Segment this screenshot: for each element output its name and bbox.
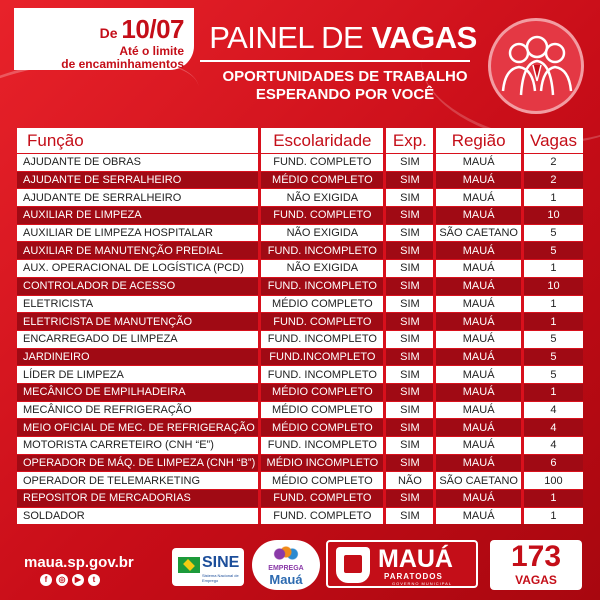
- cell-regiao: MAUÁ: [436, 171, 524, 189]
- table-row: [17, 436, 583, 454]
- cell-exp: NÃO: [386, 471, 436, 489]
- cell-vagas: 5: [524, 330, 583, 348]
- cell-exp: SIM: [386, 383, 436, 401]
- cell-funcao: AJUDANTE DE OBRAS: [17, 153, 261, 171]
- table-row: [17, 348, 583, 366]
- cell-vagas: 10: [524, 206, 583, 224]
- cell-escolaridade: FUND. INCOMPLETO: [261, 365, 386, 383]
- cell-exp: SIM: [386, 330, 436, 348]
- brazil-flag-icon: [178, 557, 200, 573]
- cell-vagas: 2: [524, 153, 583, 171]
- table-row: [17, 153, 583, 171]
- limit-line-1: Até o limite: [119, 44, 184, 58]
- cell-funcao: MEIO OFICIAL DE MEC. DE REFRIGERAÇÃO: [17, 418, 261, 436]
- cell-funcao: LÍDER DE LIMPEZA: [17, 365, 261, 383]
- table-row: [17, 241, 583, 259]
- emprega-maua-logo: [252, 540, 320, 590]
- city-name: MAUÁ: [378, 545, 453, 573]
- cell-escolaridade: MÉDIO COMPLETO: [261, 383, 386, 401]
- cell-regiao: MAUÁ: [436, 454, 524, 472]
- emprega-line-1: EMPREGA: [268, 565, 304, 572]
- cell-exp: SIM: [386, 507, 436, 525]
- cell-exp: SIM: [386, 224, 436, 242]
- table-row: [17, 383, 583, 401]
- cell-regiao: SÃO CAETANO: [436, 224, 524, 242]
- cell-exp: SIM: [386, 259, 436, 277]
- cell-regiao: MAUÁ: [436, 401, 524, 419]
- cell-exp: SIM: [386, 401, 436, 419]
- cell-funcao: AUXILIAR DE MANUTENÇÃO PREDIAL: [17, 241, 261, 259]
- cell-escolaridade: FUND. COMPLETO: [261, 507, 386, 525]
- cell-escolaridade: NÃO EXIGIDA: [261, 224, 386, 242]
- cell-exp: SIM: [386, 295, 436, 313]
- table-row: [17, 259, 583, 277]
- page-title: [198, 20, 488, 56]
- table-row: [17, 330, 583, 348]
- cell-funcao: AJUDANTE DE SERRALHEIRO: [17, 188, 261, 206]
- cell-regiao: MAUÁ: [436, 489, 524, 507]
- city-gov-label: GOVERNO MUNICIPAL: [392, 581, 453, 586]
- emprega-line-2: Mauá: [269, 572, 303, 587]
- cell-regiao: MAUÁ: [436, 295, 524, 313]
- cell-vagas: 4: [524, 401, 583, 419]
- people-dots-icon: [270, 544, 302, 564]
- cell-funcao: ELETRICISTA DE MANUTENÇÃO: [17, 312, 261, 330]
- maua-government-logo: [326, 540, 478, 588]
- cell-escolaridade: MÉDIO COMPLETO: [261, 418, 386, 436]
- cell-exp: SIM: [386, 241, 436, 259]
- cell-vagas: 6: [524, 454, 583, 472]
- total-vacancies-badge: [490, 540, 582, 590]
- total-vacancies-count: 173: [510, 540, 562, 573]
- cell-escolaridade: NÃO EXIGIDA: [261, 259, 386, 277]
- cell-vagas: 4: [524, 436, 583, 454]
- cell-regiao: MAUÁ: [436, 383, 524, 401]
- cell-funcao: CONTROLADOR DE ACESSO: [17, 277, 261, 295]
- title-divider: [200, 60, 470, 62]
- table-row: [17, 489, 583, 507]
- date-card: [14, 8, 194, 70]
- cell-funcao: ELETRICISTA: [17, 295, 261, 313]
- cell-vagas: 1: [524, 295, 583, 313]
- cell-escolaridade: FUND. INCOMPLETO: [261, 241, 386, 259]
- table-row: [17, 277, 583, 295]
- cell-vagas: 1: [524, 383, 583, 401]
- cell-regiao: MAUÁ: [436, 153, 524, 171]
- date-value: 10/07: [121, 14, 184, 44]
- sine-subtext: Sistema Nacional de Emprego: [202, 573, 239, 583]
- cell-vagas: 1: [524, 507, 583, 525]
- table-row: [17, 224, 583, 242]
- cell-exp: SIM: [386, 454, 436, 472]
- table-body: [17, 153, 583, 524]
- facebook-icon[interactable]: f: [40, 574, 52, 586]
- table-row: [17, 418, 583, 436]
- table-row: [17, 507, 583, 525]
- sine-text: SINE: [202, 554, 240, 571]
- cell-funcao: JARDINEIRO: [17, 348, 261, 366]
- cell-regiao: SÃO CAETANO: [436, 471, 524, 489]
- cell-regiao: MAUÁ: [436, 206, 524, 224]
- cell-escolaridade: MÉDIO COMPLETO: [261, 401, 386, 419]
- cell-funcao: MECÂNICO DE EMPILHADEIRA: [17, 383, 261, 401]
- cell-escolaridade: FUND. COMPLETO: [261, 153, 386, 171]
- people-icon: [491, 21, 581, 111]
- instagram-icon[interactable]: ◎: [56, 574, 68, 586]
- cell-vagas: 1: [524, 259, 583, 277]
- cell-regiao: MAUÁ: [436, 188, 524, 206]
- table-header-row: [17, 128, 583, 153]
- header-funcao: Função: [17, 128, 261, 153]
- cell-exp: SIM: [386, 188, 436, 206]
- cell-vagas: 4: [524, 418, 583, 436]
- cell-escolaridade: FUND. COMPLETO: [261, 206, 386, 224]
- cell-escolaridade: FUND. INCOMPLETO: [261, 436, 386, 454]
- table-row: [17, 206, 583, 224]
- cell-exp: SIM: [386, 418, 436, 436]
- cell-vagas: 1: [524, 489, 583, 507]
- cell-escolaridade: MÉDIO COMPLETO: [261, 471, 386, 489]
- title-bold: VAGAS: [371, 20, 477, 55]
- cell-vagas: 100: [524, 471, 583, 489]
- table-row: [17, 365, 583, 383]
- cell-funcao: SOLDADOR: [17, 507, 261, 525]
- cell-regiao: MAUÁ: [436, 259, 524, 277]
- cell-funcao: ENCARREGADO DE LIMPEZA: [17, 330, 261, 348]
- cell-exp: SIM: [386, 312, 436, 330]
- cell-escolaridade: FUND. COMPLETO: [261, 489, 386, 507]
- cell-exp: SIM: [386, 153, 436, 171]
- cell-exp: SIM: [386, 277, 436, 295]
- cell-escolaridade: FUND. INCOMPLETO: [261, 330, 386, 348]
- cell-regiao: MAUÁ: [436, 312, 524, 330]
- people-illustration-icon: [488, 18, 584, 114]
- cell-funcao: OPERADOR DE TELEMARKETING: [17, 471, 261, 489]
- cell-escolaridade: FUND. COMPLETO: [261, 312, 386, 330]
- cell-exp: SIM: [386, 436, 436, 454]
- table-row: [17, 454, 583, 472]
- header-regiao: Região: [436, 128, 524, 153]
- social-icons: [40, 574, 100, 586]
- cell-funcao: AJUDANTE DE SERRALHEIRO: [17, 171, 261, 189]
- table-row: [17, 188, 583, 206]
- twitter-icon[interactable]: t: [88, 574, 100, 586]
- cell-regiao: MAUÁ: [436, 330, 524, 348]
- sine-logo: [172, 548, 244, 586]
- cell-funcao: REPOSITOR DE MERCADORIAS: [17, 489, 261, 507]
- cell-escolaridade: MÉDIO INCOMPLETO: [261, 454, 386, 472]
- cell-funcao: OPERADOR DE MÁQ. DE LIMPEZA (CNH “B”): [17, 454, 261, 472]
- date-line: [14, 14, 184, 45]
- website-url[interactable]: maua.sp.gov.br: [24, 554, 134, 571]
- table-row: [17, 171, 583, 189]
- table-row: [17, 401, 583, 419]
- table-row: [17, 295, 583, 313]
- cell-funcao: AUX. OPERACIONAL DE LOGÍSTICA (PCD): [17, 259, 261, 277]
- cell-regiao: MAUÁ: [436, 365, 524, 383]
- cell-vagas: 10: [524, 277, 583, 295]
- subtitle: [200, 68, 490, 104]
- total-vacancies-label: VAGAS: [515, 573, 557, 587]
- cell-escolaridade: MÉDIO COMPLETO: [261, 171, 386, 189]
- cell-vagas: 2: [524, 171, 583, 189]
- header-escolaridade: Escolaridade: [261, 128, 386, 153]
- header-exp: Exp.: [386, 128, 436, 153]
- cell-funcao: AUXILIAR DE LIMPEZA: [17, 206, 261, 224]
- table-row: [17, 312, 583, 330]
- cell-regiao: MAUÁ: [436, 348, 524, 366]
- cell-exp: SIM: [386, 489, 436, 507]
- subtitle-line-1: OPORTUNIDADES DE TRABALHO: [222, 68, 468, 85]
- cell-funcao: AUXILIAR DE LIMPEZA HOSPITALAR: [17, 224, 261, 242]
- cell-vagas: 5: [524, 224, 583, 242]
- cell-escolaridade: MÉDIO COMPLETO: [261, 295, 386, 313]
- cell-escolaridade: FUND. INCOMPLETO: [261, 277, 386, 295]
- cell-vagas: 1: [524, 188, 583, 206]
- limit-line-2: de encaminhamentos: [61, 57, 184, 71]
- city-tagline: PARATODOS: [384, 572, 443, 581]
- jobs-table: [17, 128, 583, 524]
- city-crest-icon: [336, 547, 370, 583]
- cell-regiao: MAUÁ: [436, 241, 524, 259]
- cell-escolaridade: FUND.INCOMPLETO: [261, 348, 386, 366]
- date-prefix: De: [99, 25, 118, 41]
- header-vagas: Vagas: [524, 128, 583, 153]
- cell-regiao: MAUÁ: [436, 418, 524, 436]
- cell-vagas: 5: [524, 241, 583, 259]
- cell-exp: SIM: [386, 365, 436, 383]
- table-row: [17, 471, 583, 489]
- title-light: PAINEL DE: [209, 20, 364, 55]
- cell-vagas: 1: [524, 312, 583, 330]
- cell-exp: SIM: [386, 348, 436, 366]
- cell-exp: SIM: [386, 171, 436, 189]
- cell-exp: SIM: [386, 206, 436, 224]
- cell-funcao: MECÂNICO DE REFRIGERAÇÃO: [17, 401, 261, 419]
- cell-vagas: 5: [524, 365, 583, 383]
- cell-regiao: MAUÁ: [436, 277, 524, 295]
- cell-vagas: 5: [524, 348, 583, 366]
- cell-escolaridade: NÃO EXIGIDA: [261, 188, 386, 206]
- cell-funcao: MOTORISTA CARRETEIRO (CNH “E”): [17, 436, 261, 454]
- subtitle-line-2: ESPERANDO POR VOCÊ: [255, 86, 435, 103]
- youtube-icon[interactable]: ▶: [72, 574, 84, 586]
- cell-regiao: MAUÁ: [436, 507, 524, 525]
- cell-regiao: MAUÁ: [436, 436, 524, 454]
